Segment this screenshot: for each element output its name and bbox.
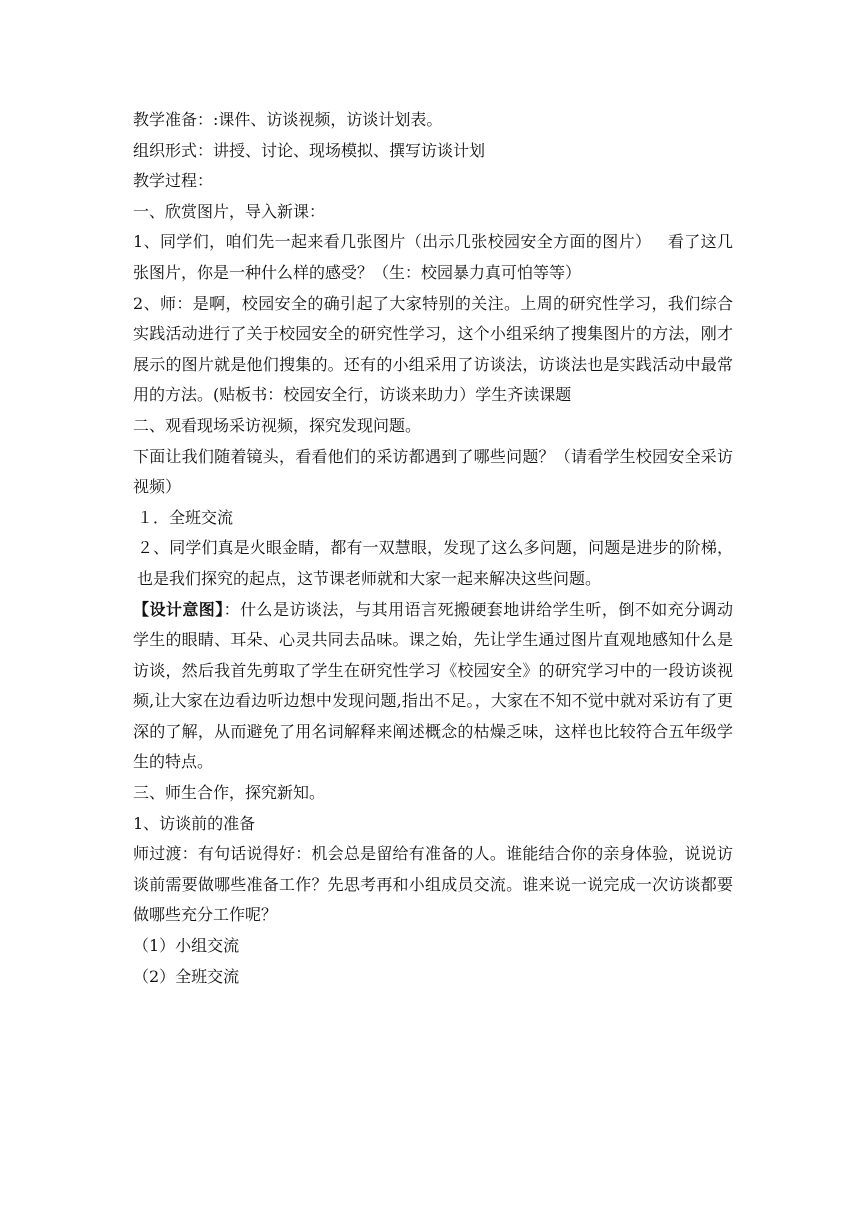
design-intent-label: 【设计意图】 [133, 599, 224, 619]
section-heading-3: 三、师生合作，探究新知。 [133, 783, 326, 803]
section-heading-1: 一、欣赏图片，导入新课： [133, 201, 326, 221]
section-heading-2: 二、观看现场采访视频，探究发现问题。 [133, 415, 422, 435]
document-body [133, 105, 733, 992]
paragraph-item-2b: ２、同学们真是火眼金睛，都有一双慧眼，发现了这么多问题，问题是进步的阶梯，也是我们探究的起点，这节课老师就和大家一起来解决这些问题。 [137, 538, 733, 588]
paragraph-item-2: 2、师：是啊，校园安全的确引起了大家特别的关注。上周的研究性学习，我们综合实践活动进行了关于校园安全的研究性学习，这个小组采纳了搜集图片的方法，刚才展示的图片就是他们搜集的。还有的小组采用了访谈法，访谈法也是实践活动中最常用的方法。(贴板书：校园安全行，访谈来助力）学生齐读课题 [133, 293, 733, 405]
paragraph-item-1: 1、同学们，咱们先一起来看几张图片（出示几张校园安全方面的图片） 看了这几张图片，你是一种什么样的感受？（生：校园暴力真可怕等等） [133, 232, 733, 282]
paragraph-class-exchange: １．全班交流 [137, 507, 234, 527]
paragraph-interview-prep: 1、访谈前的准备 [133, 813, 256, 833]
paragraph-teaching-process-heading: 教学过程： [133, 171, 214, 191]
paragraph-video-intro: 下面让我们随着镜头，看看他们的采访都遇到了哪些问题？（请看学生校园安全采访视频） [133, 446, 733, 497]
paragraph-design-intent [133, 595, 733, 779]
design-intent-text: ：什么是访谈法，与其用语言死搬硬套地讲给学生听，倒不如充分调动学生的眼睛、耳朵、心灵共同去品味。课之始，先让学生通过图片直观地感知什么是访谈，然后我首先剪取了学生在研究性学习《校园安全》的研究学习中的一段访谈视频,让大家在边看边听边想中发现问题,指出不足。，大家在不知不觉中就对采访有了更深的了解，从而避免了用名词解释来阐述概念的枯燥乏味，这样也比较符合五年级学生的特点。 [133, 599, 733, 772]
paragraph-group-exchange: （1）小组交流 [133, 936, 240, 956]
paragraph-organization-form: 组织形式：讲授、讨论、现场模拟、撰写访谈计划 [133, 140, 486, 160]
paragraph-teaching-prep: 教学准备：:课件、访谈视频，访谈计划表。 [133, 110, 443, 129]
paragraph-teacher-transition: 师过渡：有句话说得好：机会总是留给有准备的人。谁能结合你的亲身体验，说说访谈前需要做哪些准备工作？先思考再和小组成员交流。谁来说一说完成一次访谈都要做哪些充分工作呢？ [133, 844, 733, 925]
paragraph-whole-class-exchange: （2）全班交流 [133, 966, 240, 986]
